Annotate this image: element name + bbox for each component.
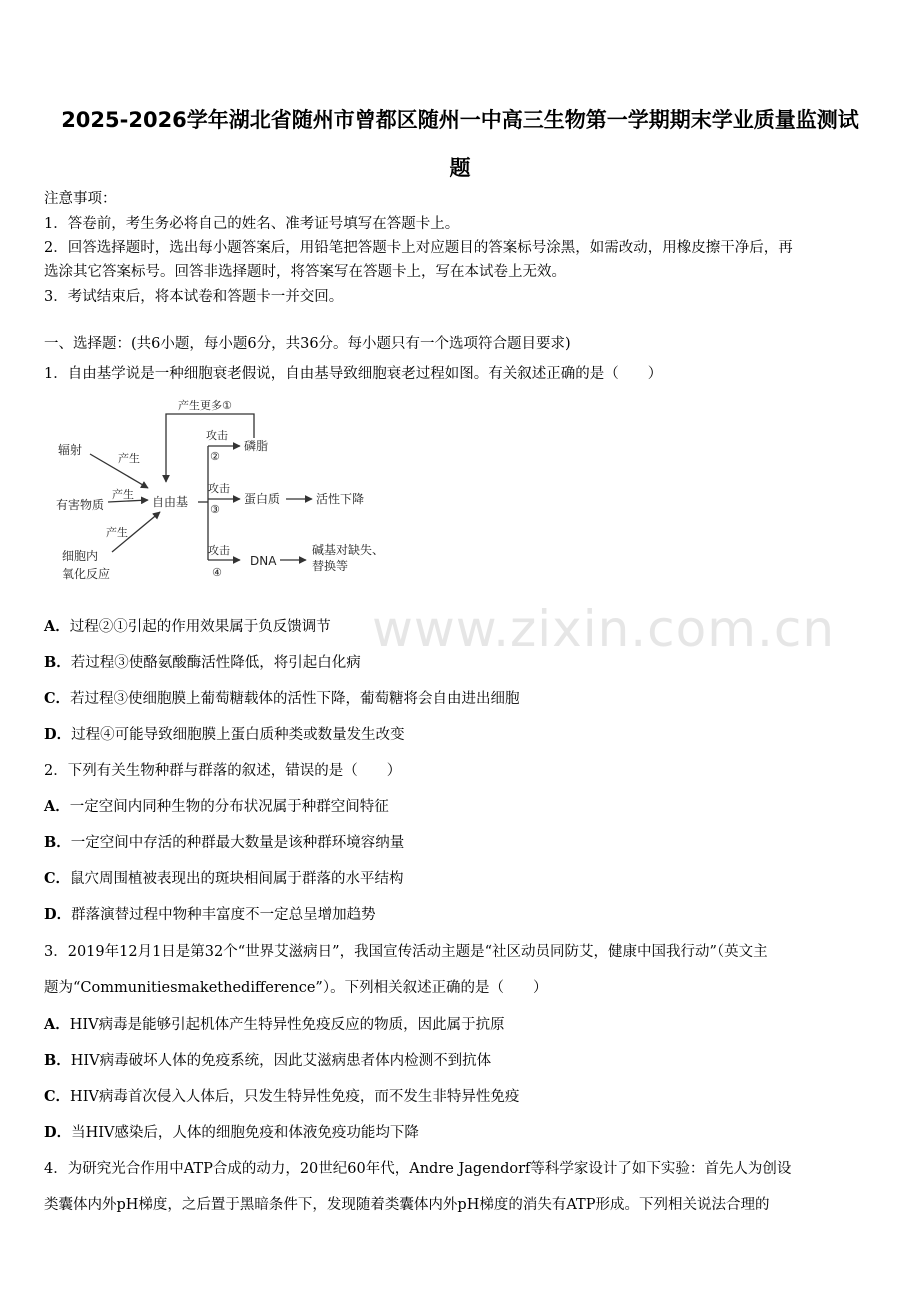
title-line-1: 2025-2026学年湖北省随州市曾都区随州一中高三生物第一学期期末学业质量监测试	[61, 108, 859, 132]
label-produce-2: 产生	[112, 488, 134, 501]
q3-option-b: B．HIV病毒破坏人体的免疫系统，因此艾滋病患者体内检测不到抗体	[44, 1052, 492, 1069]
free-radical-diagram	[44, 392, 404, 592]
q2-stem: 2．下列有关生物种群与群落的叙述，错误的是（ ）	[44, 763, 402, 779]
label-radiation: 辐射	[58, 443, 83, 457]
label-free-radical: 自由基	[152, 495, 189, 509]
label-base-1: 碱基对缺失、	[312, 543, 385, 557]
q3-stem-2: 题为“Communitiesmakethedifference”）。下列相关叙述正确的是（ ）	[44, 980, 548, 996]
label-n2: ②	[210, 450, 220, 463]
label-n4: ④	[212, 566, 222, 579]
label-cell-1: 细胞内	[62, 549, 99, 563]
notice-item-2a: 2．回答选择题时，选出每小题答案后，用铅笔把答题卡上对应题目的答案标号涂黑，如需改动，用橡皮擦干净后，再	[44, 240, 793, 256]
q2-option-b: B．一定空间中存活的种群最大数量是该种群环境容纳量	[44, 834, 405, 851]
q1-option-a: A．过程②①引起的作用效果属于负反馈调节	[44, 618, 331, 635]
label-phospholipid: 磷脂	[244, 439, 269, 453]
label-produce-1: 产生	[118, 452, 140, 465]
q3-stem-1: 3．2019年12月1日是第32个“世界艾滋病日”，我国宣传活动主题是“社区动员同防艾，健康中国我行动”（英文主	[44, 944, 768, 960]
q1-option-b: B．若过程③使酪氨酸酶活性降低，将引起白化病	[44, 654, 361, 671]
q4-stem-2: 类囊体内外pH梯度，之后置于黑暗条件下，发现随着类囊体内外pH梯度的消失有ATP形成。下列相关说法合理的	[44, 1197, 770, 1213]
label-base-2: 替换等	[312, 559, 349, 573]
label-dna: DNA	[250, 554, 277, 568]
watermark: www.zixin.com.cn	[372, 600, 836, 658]
label-n3: ③	[210, 503, 220, 516]
notice-item-3: 3．考试结束后，将本试卷和答题卡一并交回。	[44, 289, 344, 305]
q3-option-a: A．HIV病毒是能够引起机体产生特异性免疫反应的物质，因此属于抗原	[44, 1016, 505, 1033]
q3-option-c: C．HIV病毒首次侵入人体后，只发生特异性免疫，而不发生非特异性免疫	[44, 1088, 520, 1105]
label-produce-more: 产生更多①	[178, 399, 232, 412]
notice-item-2b: 选涂其它答案标号。回答非选择题时，将答案写在答题卡上，写在本试卷上无效。	[44, 264, 566, 280]
q4-stem-1: 4．为研究光合作用中ATP合成的动力，20世纪60年代，Andre Jagendorf等科学家设计了如下实验：首先人为创设	[44, 1161, 792, 1177]
q1-option-d: D．过程④可能导致细胞膜上蛋白质种类或数量发生改变	[44, 726, 405, 743]
q2-option-c: C．鼠穴周围植被表现出的斑块相间属于群落的水平结构	[44, 870, 404, 887]
q2-option-d: D．群落演替过程中物种丰富度不一定总呈增加趋势	[44, 906, 376, 923]
label-activity-down: 活性下降	[316, 492, 365, 506]
label-protein: 蛋白质	[244, 492, 281, 506]
notice-heading: 注意事项：	[44, 191, 117, 207]
label-cell-2: 氧化反应	[62, 567, 111, 581]
label-attack-1: 攻击	[206, 429, 228, 442]
title-line-2: 题	[449, 156, 471, 180]
q2-option-a: A．一定空间内同种生物的分布状况属于种群空间特征	[44, 798, 389, 815]
q1-stem: 1．自由基学说是一种细胞衰老假说，自由基导致细胞衰老过程如图。有关叙述正确的是（ ）	[44, 366, 663, 382]
q3-option-d: D．当HIV感染后，人体的细胞免疫和体液免疫功能均下降	[44, 1124, 419, 1141]
label-attack-2: 攻击	[208, 482, 230, 495]
label-attack-3: 攻击	[208, 544, 230, 557]
page-title	[30, 96, 890, 192]
q1-option-c: C．若过程③使细胞膜上葡萄糖载体的活性下降，葡萄糖将会自由进出细胞	[44, 690, 520, 707]
label-harmful: 有害物质	[56, 498, 105, 512]
notice-item-1: 1．答卷前，考生务必将自己的姓名、准考证号填写在答题卡上。	[44, 216, 460, 232]
section-heading: 一、选择题：(共6小题，每小题6分，共36分。每小题只有一个选项符合题目要求)	[44, 336, 571, 352]
label-produce-3: 产生	[106, 526, 128, 539]
